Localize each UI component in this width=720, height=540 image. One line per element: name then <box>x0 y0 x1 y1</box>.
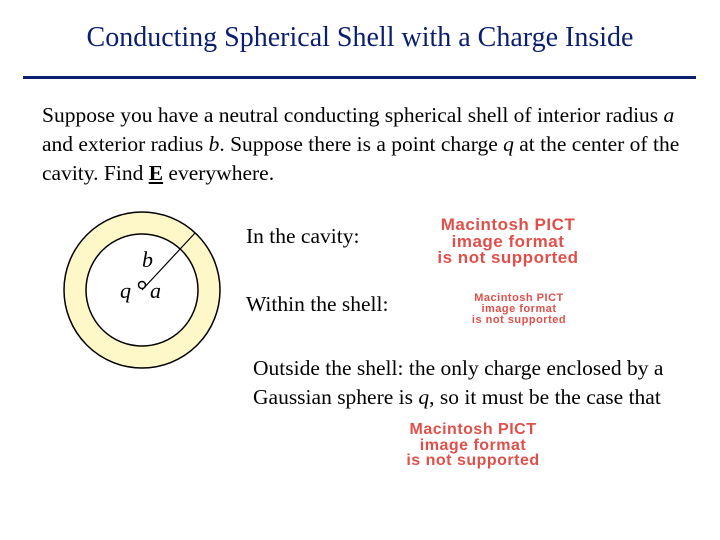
problem-statement <box>42 101 692 188</box>
intro-var-a: a <box>663 103 675 127</box>
outside-equation-placeholder: Macintosh PICT image format is not supported <box>406 421 540 470</box>
cavity-equation-placeholder: Macintosh PICT image format is not supported <box>437 215 579 268</box>
intro-text-3: . Suppose there is a point charge <box>219 132 504 156</box>
intro-vector-e: E <box>148 161 164 185</box>
intro-text-1: Suppose you have a neutral conducting spherical shell of interior radius <box>42 103 664 127</box>
label-a: a <box>150 278 161 303</box>
label-q: q <box>120 278 131 303</box>
title-underline <box>23 76 696 79</box>
slide-title: Conducting Spherical Shell with a Charge Inside <box>86 22 634 53</box>
outside-text: Outside the shell: the only charge enclosed by a Gaussian sphere is q, so it must be the case that <box>253 356 664 409</box>
intro-text-2: and exterior radius <box>42 132 209 156</box>
point-charge-dot <box>139 282 146 289</box>
shell-diagram <box>62 210 222 370</box>
cavity-label: In the cavity: <box>246 224 360 248</box>
intro-var-b: b <box>208 132 220 156</box>
intro-text-4: at the center of the cavity. Find <box>42 132 680 185</box>
outside-var-q: q <box>418 385 430 409</box>
intro-var-q: q <box>503 132 514 156</box>
shell-label: Within the shell: <box>246 292 389 316</box>
shell-equation-placeholder: Macintosh PICT image format is not supported <box>471 292 567 326</box>
label-b: b <box>142 247 153 272</box>
intro-text-5: everywhere. <box>163 161 275 185</box>
